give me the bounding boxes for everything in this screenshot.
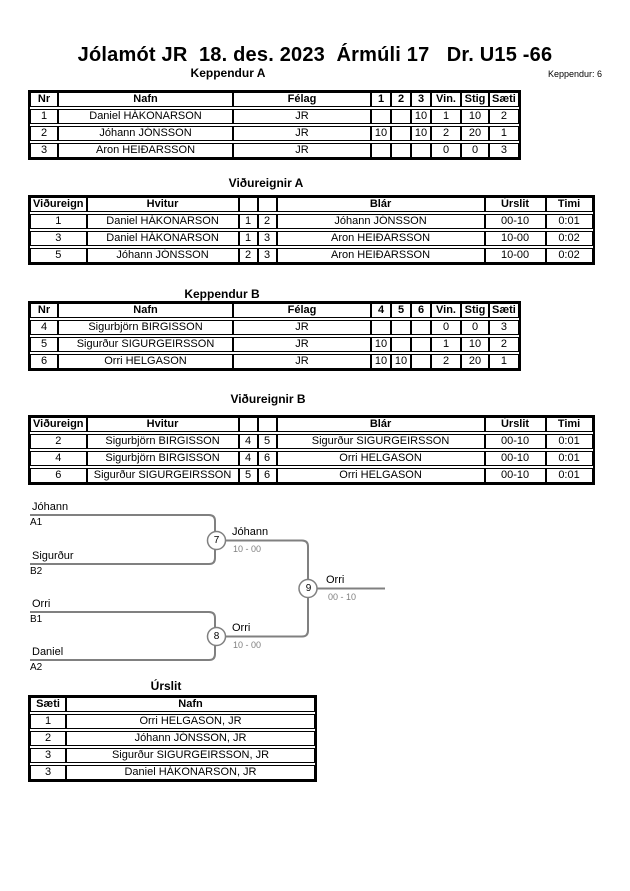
bracket-match-score: 00 - 10 [328,592,357,602]
bracket-slot-line-b1 [30,612,215,630]
bracket-winner-name: Orri [232,622,251,634]
cell-felag: JR [233,143,371,158]
col-header-6: 6 [411,303,431,318]
cell-score-5: 10 [391,354,411,369]
keppendur-b-table [28,301,521,371]
col-header-felag: Félag [233,303,371,318]
cell-score-4: 10 [371,354,391,369]
cell-score-5 [391,337,411,352]
table-row [30,451,593,466]
col-header-saeti: Sæti [489,303,519,318]
match-number: 7 [213,535,220,546]
cell-blue-nr: 3 [258,248,277,263]
cell-nr: 4 [30,320,58,335]
col-header-nafn: Nafn [58,303,233,318]
cell-stig: 20 [461,126,489,141]
cell-saeti: 3 [489,320,519,335]
cell-blar: Orri HELGASON [277,451,485,466]
cell-blar: Aron HEIÐARSSON [277,248,485,263]
table-row [30,354,519,369]
cell-score-2 [391,143,411,158]
cell-match-nr: 5 [30,248,87,263]
cell-felag: JR [233,320,371,335]
cell-vin: 0 [431,320,461,335]
cell-urslit: 00-10 [485,434,546,449]
cell-score-1: 10 [371,126,391,141]
table-row [30,434,593,449]
cell-blue-nr: 3 [258,231,277,246]
col-header-nafn: Nafn [58,92,233,107]
col-header-3: 3 [411,92,431,107]
cell-score-6 [411,354,431,369]
cell-white-nr: 4 [239,434,258,449]
col-header-stig: Stig [461,92,489,107]
cell-white-nr: 1 [239,231,258,246]
table-header-row [30,197,593,212]
cell-hvitur: Sigurbjörn BIRGISSON [87,434,239,449]
cell-urslit: 00-10 [485,214,546,229]
cell-score-2 [391,126,411,141]
cell-match-nr: 1 [30,214,87,229]
table-row [30,231,593,246]
col-header-vidureign: Viðureign [30,417,87,432]
cell-hvitur: Jóhann JÓNSSON [87,248,239,263]
cell-saeti: 2 [30,731,66,746]
col-header-blar: Blár [277,197,485,212]
cell-nafn: Daniel HÁKONARSON [58,109,233,124]
cell-score-3: 10 [411,109,431,124]
bracket-winner-name: Orri [326,574,345,586]
cell-match-nr: 6 [30,468,87,483]
cell-urslit: 00-10 [485,451,546,466]
cell-score-4: 10 [371,337,391,352]
cell-vin: 1 [431,109,461,124]
cell-blar: Sigurður SIGURGEIRSSON [277,434,485,449]
cell-timi: 0:02 [546,231,593,246]
cell-stig: 10 [461,337,489,352]
col-header-vidureign: Viðureign [30,197,87,212]
table-row [30,214,593,229]
cell-score-5 [391,320,411,335]
cell-nafn: Orri HELGASON [58,354,233,369]
cell-saeti: 1 [489,126,519,141]
cell-hvitur: Sigurbjörn BIRGISSON [87,451,239,466]
cell-white-nr: 1 [239,214,258,229]
cell-saeti: 2 [489,337,519,352]
table-row [30,765,315,780]
cell-score-3 [411,143,431,158]
cell-score-6 [411,320,431,335]
cell-felag: JR [233,109,371,124]
bracket-winner-name: Jóhann [232,526,269,538]
col-header-stig: Stig [461,303,489,318]
table-header-row [30,92,519,107]
bracket-slot-name: Orri [32,598,51,610]
cell-blue-nr: 6 [258,468,277,483]
cell-stig: 0 [461,143,489,158]
col-header-blar: Blár [277,417,485,432]
table-row [30,126,519,141]
cell-blar: Jóhann JÓNSSON [277,214,485,229]
cell-timi: 0:01 [546,434,593,449]
bracket-slot-line-a1 [30,515,215,534]
cell-nafn: Jóhann JÓNSSON [58,126,233,141]
cell-nr: 6 [30,354,58,369]
section-title-vidureignir-a: Viðureignir A [228,176,304,190]
table-row [30,714,315,729]
cell-urslit: 00-10 [485,468,546,483]
cell-hvitur: Daniel HÁKONARSON [87,214,239,229]
match-number: 9 [305,583,312,594]
cell-nr: 5 [30,337,58,352]
col-header-2: 2 [391,92,411,107]
col-header-nr: Nr [30,92,58,107]
col-header-blue-nr [258,417,277,432]
bracket-slot-name: Sigurður [32,550,74,562]
cell-match-nr: 2 [30,434,87,449]
col-header-timi: Timi [546,417,593,432]
cell-vin: 1 [431,337,461,352]
cell-hvitur: Daniel HÁKONARSON [87,231,239,246]
table-row [30,143,519,158]
cell-nafn: Orri HELGASON, JR [66,714,315,729]
cell-stig: 10 [461,109,489,124]
cell-blue-nr: 5 [258,434,277,449]
cell-saeti: 3 [30,765,66,780]
cell-vin: 2 [431,354,461,369]
cell-nr: 2 [30,126,58,141]
competitors-count-label: Keppendur: 6 [547,69,602,79]
col-header-nr: Nr [30,303,58,318]
section-title-keppendur-a: Keppendur A [190,66,266,80]
bracket-seed-label: A1 [30,517,43,528]
col-header-white-nr [239,417,258,432]
col-header-urslit: Úrslit [485,197,546,212]
cell-felag: JR [233,126,371,141]
cell-nafn: Sigurður SIGURGEIRSSON [58,337,233,352]
col-header-hvitur: Hvitur [87,197,239,212]
cell-blue-nr: 2 [258,214,277,229]
col-header-urslit: Úrslit [485,417,546,432]
bracket-match-score: 10 - 00 [233,544,262,554]
section-title-keppendur-b: Keppendur B [184,287,260,301]
cell-score-2 [391,109,411,124]
table-header-row [30,697,315,712]
urslit-table [28,695,317,782]
vidureignir-b-table [28,415,595,485]
cell-white-nr: 2 [239,248,258,263]
cell-vin: 2 [431,126,461,141]
cell-saeti: 1 [489,354,519,369]
cell-match-nr: 3 [30,231,87,246]
bracket-seed-label: B2 [30,566,43,577]
cell-score-6 [411,337,431,352]
table-row [30,109,519,124]
cell-timi: 0:02 [546,248,593,263]
cell-nafn: Sigurbjörn BIRGISSON [58,320,233,335]
cell-score-1 [371,143,391,158]
cell-hvitur: Sigurður SIGURGEIRSSON [87,468,239,483]
page-title: Jólamót JR 18. des. 2023 Ármúli 17 Dr. U15 -66 [77,44,553,66]
col-header-timi: Timi [546,197,593,212]
table-row [30,320,519,335]
cell-nafn: Sigurður SIGURGEIRSSON, JR [66,748,315,763]
cell-stig: 0 [461,320,489,335]
col-header-vin: Vin. [431,92,461,107]
cell-saeti: 3 [30,748,66,763]
vidureignir-a-table [28,195,595,265]
cell-white-nr: 5 [239,468,258,483]
cell-felag: JR [233,354,371,369]
table-row [30,248,593,263]
col-header-felag: Félag [233,92,371,107]
match-number: 8 [213,631,220,642]
cell-white-nr: 4 [239,451,258,466]
col-header-vin: Vin. [431,303,461,318]
col-header-white-nr [239,197,258,212]
table-row [30,748,315,763]
col-header-saeti: Sæti [489,92,519,107]
bracket-slot-name: Daniel [32,646,64,658]
table-row [30,731,315,746]
keppendur-a-table [28,90,521,160]
cell-saeti: 2 [489,109,519,124]
col-header-5: 5 [391,303,411,318]
bracket-slot-name: Jóhann [32,501,69,513]
cell-score-4 [371,320,391,335]
col-header-blue-nr [258,197,277,212]
cell-urslit: 10-00 [485,248,546,263]
section-title-urslit: Úrslit [150,679,182,693]
cell-nr: 3 [30,143,58,158]
table-header-row [30,417,593,432]
cell-nafn: Aron HEIÐARSSON [58,143,233,158]
table-row [30,337,519,352]
table-header-row [30,303,519,318]
cell-score-3: 10 [411,126,431,141]
bracket-seed-label: A2 [30,662,43,673]
cell-blue-nr: 6 [258,451,277,466]
cell-blar: Aron HEIÐARSSON [277,231,485,246]
cell-nafn: Daniel HÁKONARSON, JR [66,765,315,780]
cell-match-nr: 4 [30,451,87,466]
cell-stig: 20 [461,354,489,369]
col-header-saeti: Sæti [30,697,66,712]
section-title-vidureignir-b: Viðureignir B [230,392,306,406]
cell-vin: 0 [431,143,461,158]
col-header-1: 1 [371,92,391,107]
cell-score-1 [371,109,391,124]
cell-nafn: Jóhann JÓNSSON, JR [66,731,315,746]
cell-nr: 1 [30,109,58,124]
bracket-match-score: 10 - 00 [233,640,262,650]
cell-urslit: 10-00 [485,231,546,246]
cell-saeti: 1 [30,714,66,729]
cell-timi: 0:01 [546,451,593,466]
col-header-4: 4 [371,303,391,318]
cell-blar: Orri HELGASON [277,468,485,483]
cell-timi: 0:01 [546,214,593,229]
cell-saeti: 3 [489,143,519,158]
table-row [30,468,593,483]
bracket-seed-label: B1 [30,614,43,625]
col-header-nafn: Nafn [66,697,315,712]
cell-felag: JR [233,337,371,352]
col-header-hvitur: Hvitur [87,417,239,432]
cell-timi: 0:01 [546,468,593,483]
